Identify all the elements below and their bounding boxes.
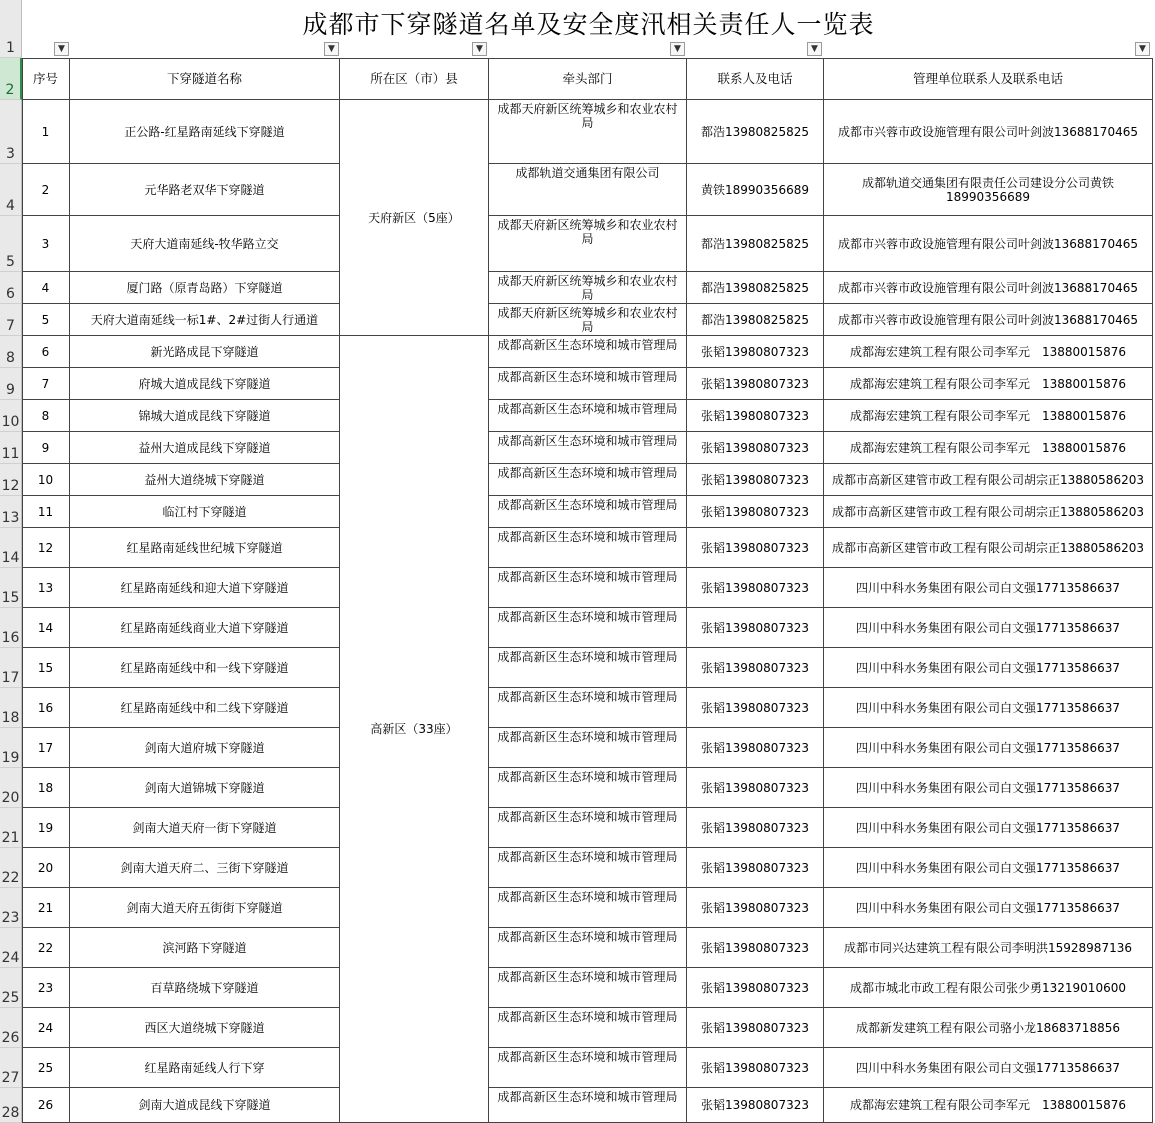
dept-cell[interactable]: 成都高新区生态环境和城市管理局 (489, 888, 687, 928)
row-header[interactable]: 6 (0, 272, 22, 304)
row-header[interactable]: 28 (0, 1088, 22, 1123)
filter-dropdown-button[interactable] (472, 42, 487, 56)
tunnel-name-cell[interactable]: 红星路南延线和迎大道下穿隧道 (70, 568, 340, 608)
dept-cell[interactable]: 成都高新区生态环境和城市管理局 (489, 400, 687, 432)
tunnel-name-cell[interactable]: 剑南大道锦城下穿隧道 (70, 768, 340, 808)
dept-cell[interactable]: 成都轨道交通集团有限公司 (489, 164, 687, 216)
seq-cell[interactable]: 6 (22, 336, 70, 368)
mgmt-cell[interactable]: 成都轨道交通集团有限责任公司建设分公司黄铁18990356689 (824, 164, 1153, 216)
mgmt-cell[interactable]: 成都市城北市政工程有限公司张少勇13219010600 (824, 968, 1153, 1008)
seq-cell[interactable]: 19 (22, 808, 70, 848)
seq-cell[interactable]: 2 (22, 164, 70, 216)
dept-cell[interactable]: 成都高新区生态环境和城市管理局 (489, 528, 687, 568)
mgmt-cell[interactable]: 成都市高新区建管市政工程有限公司胡宗正13880586203 (824, 496, 1153, 528)
seq-cell[interactable]: 3 (22, 216, 70, 272)
contact-cell[interactable]: 张韬13980807323 (687, 368, 824, 400)
tunnel-name-cell[interactable]: 剑南大道天府一街下穿隧道 (70, 808, 340, 848)
dept-cell[interactable]: 成都高新区生态环境和城市管理局 (489, 968, 687, 1008)
filter-dropdown-button[interactable] (324, 42, 339, 56)
dept-cell[interactable]: 成都高新区生态环境和城市管理局 (489, 568, 687, 608)
chevron-down-icon: ▼ (1139, 44, 1146, 54)
seq-cell[interactable]: 22 (22, 928, 70, 968)
row-header[interactable]: 15 (0, 568, 22, 608)
mgmt-cell[interactable]: 四川中科水务集团有限公司白文强17713586637 (824, 848, 1153, 888)
mgmt-cell[interactable]: 四川中科水务集团有限公司白文强17713586637 (824, 808, 1153, 848)
header-district[interactable]: 所在区（市）县 (340, 58, 489, 100)
contact-cell[interactable]: 都浩13980825825 (687, 304, 824, 336)
contact-cell[interactable]: 张韬13980807323 (687, 528, 824, 568)
filter-dropdown-button[interactable] (807, 42, 822, 56)
contact-cell[interactable]: 张韬13980807323 (687, 464, 824, 496)
seq-cell[interactable]: 13 (22, 568, 70, 608)
tunnel-name-cell[interactable]: 益州大道绕城下穿隧道 (70, 464, 340, 496)
seq-cell[interactable]: 16 (22, 688, 70, 728)
seq-cell[interactable]: 10 (22, 464, 70, 496)
row-header[interactable]: 19 (0, 728, 22, 768)
mgmt-cell[interactable]: 成都市同兴达建筑工程有限公司李明洪15928987136 (824, 928, 1153, 968)
tunnel-name-cell[interactable]: 红星路南延线中和二线下穿隧道 (70, 688, 340, 728)
row-header[interactable]: 26 (0, 1008, 22, 1048)
dept-cell[interactable]: 成都高新区生态环境和城市管理局 (489, 648, 687, 688)
tunnel-name-cell[interactable]: 红星路南延线世纪城下穿隧道 (70, 528, 340, 568)
tunnel-name-cell[interactable]: 锦城大道成昆线下穿隧道 (70, 400, 340, 432)
district-gaoxin[interactable]: 高新区（33座） (340, 336, 489, 1123)
row-header[interactable]: 4 (0, 164, 22, 216)
row-header[interactable]: 20 (0, 768, 22, 808)
tunnel-name-cell[interactable]: 西区大道绕城下穿隧道 (70, 1008, 340, 1048)
row-header[interactable]: 22 (0, 848, 22, 888)
row-header[interactable]: 8 (0, 336, 22, 368)
seq-cell[interactable]: 5 (22, 304, 70, 336)
seq-cell[interactable]: 23 (22, 968, 70, 1008)
mgmt-cell[interactable]: 四川中科水务集团有限公司白文强17713586637 (824, 1048, 1153, 1088)
row-header[interactable]: 12 (0, 464, 22, 496)
mgmt-cell[interactable]: 成都海宏建筑工程有限公司李军元 13880015876 (824, 400, 1153, 432)
dept-cell[interactable]: 成都高新区生态环境和城市管理局 (489, 808, 687, 848)
chevron-down-icon: ▼ (58, 44, 65, 54)
seq-cell[interactable]: 18 (22, 768, 70, 808)
row-header[interactable]: 5 (0, 216, 22, 272)
mgmt-cell[interactable]: 成都市兴蓉市政设施管理有限公司叶剑波13688170465 (824, 100, 1153, 164)
row-header[interactable]: 24 (0, 928, 22, 968)
contact-cell[interactable]: 张韬13980807323 (687, 496, 824, 528)
mgmt-cell[interactable]: 四川中科水务集团有限公司白文强17713586637 (824, 688, 1153, 728)
row-header[interactable]: 7 (0, 304, 22, 336)
dept-cell[interactable]: 成都天府新区统筹城乡和农业农村局 (489, 100, 687, 164)
mgmt-cell[interactable]: 四川中科水务集团有限公司白文强17713586637 (824, 728, 1153, 768)
tunnel-name-cell[interactable]: 元华路老双华下穿隧道 (70, 164, 340, 216)
tunnel-name-cell[interactable]: 红星路南延线中和一线下穿隧道 (70, 648, 340, 688)
contact-cell[interactable]: 张韬13980807323 (687, 728, 824, 768)
seq-cell[interactable]: 4 (22, 272, 70, 304)
mgmt-cell[interactable]: 四川中科水务集团有限公司白文强17713586637 (824, 648, 1153, 688)
filter-dropdown-button[interactable] (670, 42, 685, 56)
contact-cell[interactable]: 张韬13980807323 (687, 648, 824, 688)
header-contact[interactable]: 联系人及电话 (687, 58, 824, 100)
contact-cell[interactable]: 张韬13980807323 (687, 808, 824, 848)
contact-cell[interactable]: 张韬13980807323 (687, 1088, 824, 1123)
contact-cell[interactable]: 张韬13980807323 (687, 928, 824, 968)
dept-cell[interactable]: 成都高新区生态环境和城市管理局 (489, 728, 687, 768)
seq-cell[interactable]: 26 (22, 1088, 70, 1123)
contact-cell[interactable]: 张韬13980807323 (687, 888, 824, 928)
seq-cell[interactable]: 17 (22, 728, 70, 768)
row-header[interactable]: 17 (0, 648, 22, 688)
mgmt-cell[interactable]: 成都市兴蓉市政设施管理有限公司叶剑波13688170465 (824, 272, 1153, 304)
chevron-down-icon: ▼ (476, 44, 483, 54)
mgmt-cell[interactable]: 成都市兴蓉市政设施管理有限公司叶剑波13688170465 (824, 216, 1153, 272)
mgmt-cell[interactable]: 四川中科水务集团有限公司白文强17713586637 (824, 608, 1153, 648)
mgmt-cell[interactable]: 成都海宏建筑工程有限公司李军元 13880015876 (824, 1088, 1153, 1123)
dept-cell[interactable]: 成都天府新区统筹城乡和农业农村局 (489, 272, 687, 304)
dept-cell[interactable]: 成都高新区生态环境和城市管理局 (489, 1048, 687, 1088)
mgmt-cell[interactable]: 成都海宏建筑工程有限公司李军元 13880015876 (824, 368, 1153, 400)
row-header[interactable]: 23 (0, 888, 22, 928)
row-header[interactable]: 27 (0, 1048, 22, 1088)
contact-cell[interactable]: 张韬13980807323 (687, 848, 824, 888)
filter-dropdown-button[interactable] (1135, 42, 1150, 56)
row-header[interactable]: 25 (0, 968, 22, 1008)
tunnel-name-cell[interactable]: 天府大道南延线-牧华路立交 (70, 216, 340, 272)
tunnel-name-cell[interactable]: 红星路南延线商业大道下穿隧道 (70, 608, 340, 648)
mgmt-cell[interactable]: 四川中科水务集团有限公司白文强17713586637 (824, 768, 1153, 808)
contact-cell[interactable]: 张韬13980807323 (687, 568, 824, 608)
tunnel-name-cell[interactable]: 剑南大道府城下穿隧道 (70, 728, 340, 768)
header-mgmt[interactable]: 管理单位联系人及联系电话 (824, 58, 1153, 100)
mgmt-cell[interactable]: 成都市高新区建管市政工程有限公司胡宗正13880586203 (824, 464, 1153, 496)
seq-cell[interactable]: 1 (22, 100, 70, 164)
dept-cell[interactable]: 成都高新区生态环境和城市管理局 (489, 368, 687, 400)
row-header[interactable]: 11 (0, 432, 22, 464)
dept-cell[interactable]: 成都高新区生态环境和城市管理局 (489, 1088, 687, 1123)
seq-cell[interactable]: 24 (22, 1008, 70, 1048)
tunnel-name-cell[interactable]: 百草路绕城下穿隧道 (70, 968, 340, 1008)
seq-cell[interactable]: 7 (22, 368, 70, 400)
contact-cell[interactable]: 张韬13980807323 (687, 768, 824, 808)
contact-cell[interactable]: 张韬13980807323 (687, 432, 824, 464)
header-seq[interactable]: 序号 (22, 58, 70, 100)
district-tianfu[interactable]: 天府新区（5座） (340, 100, 489, 336)
contact-cell[interactable]: 都浩13980825825 (687, 100, 824, 164)
row-header[interactable]: 9 (0, 368, 22, 400)
seq-cell[interactable]: 15 (22, 648, 70, 688)
dept-cell[interactable]: 成都高新区生态环境和城市管理局 (489, 336, 687, 368)
dept-cell[interactable]: 成都高新区生态环境和城市管理局 (489, 464, 687, 496)
tunnel-name-cell[interactable]: 临江村下穿隧道 (70, 496, 340, 528)
mgmt-cell[interactable]: 成都新发建筑工程有限公司骆小龙18683718856 (824, 1008, 1153, 1048)
dept-cell[interactable]: 成都高新区生态环境和城市管理局 (489, 928, 687, 968)
filter-dropdown-button[interactable] (54, 42, 69, 56)
sheet-title: 成都市下穿隧道名单及安全度汛相关责任人一览表 (302, 10, 875, 39)
row-header[interactable]: 3 (0, 100, 22, 164)
mgmt-cell[interactable]: 成都市高新区建管市政工程有限公司胡宗正13880586203 (824, 528, 1153, 568)
dept-cell[interactable]: 成都高新区生态环境和城市管理局 (489, 688, 687, 728)
seq-cell[interactable]: 9 (22, 432, 70, 464)
seq-cell[interactable]: 14 (22, 608, 70, 648)
mgmt-cell[interactable]: 四川中科水务集团有限公司白文强17713586637 (824, 568, 1153, 608)
contact-cell[interactable]: 张韬13980807323 (687, 1008, 824, 1048)
row-header[interactable]: 2 (0, 58, 22, 100)
contact-cell[interactable]: 张韬13980807323 (687, 336, 824, 368)
tunnel-name-cell[interactable]: 正公路-红星路南延线下穿隧道 (70, 100, 340, 164)
dept-cell[interactable]: 成都高新区生态环境和城市管理局 (489, 768, 687, 808)
row-header[interactable]: 16 (0, 608, 22, 648)
contact-cell[interactable]: 张韬13980807323 (687, 400, 824, 432)
tunnel-name-cell[interactable]: 天府大道南延线一标1#、2#过街人行通道 (70, 304, 340, 336)
mgmt-cell[interactable]: 成都海宏建筑工程有限公司李军元 13880015876 (824, 432, 1153, 464)
contact-cell[interactable]: 张韬13980807323 (687, 1048, 824, 1088)
contact-cell[interactable]: 都浩13980825825 (687, 216, 824, 272)
tunnel-name-cell[interactable]: 益州大道成昆线下穿隧道 (70, 432, 340, 464)
tunnel-name-cell[interactable]: 剑南大道成昆线下穿隧道 (70, 1088, 340, 1123)
row-header[interactable]: 10 (0, 400, 22, 432)
row-header[interactable]: 13 (0, 496, 22, 528)
tunnel-name-cell[interactable]: 剑南大道天府二、三街下穿隧道 (70, 848, 340, 888)
chevron-down-icon: ▼ (328, 44, 335, 54)
dept-cell[interactable]: 成都天府新区统筹城乡和农业农村局 (489, 216, 687, 272)
row-header[interactable]: 1 (0, 0, 22, 58)
header-name[interactable]: 下穿隧道名称 (70, 58, 340, 100)
seq-cell[interactable]: 20 (22, 848, 70, 888)
dept-cell[interactable]: 成都高新区生态环境和城市管理局 (489, 848, 687, 888)
tunnel-name-cell[interactable]: 剑南大道天府五街街下穿隧道 (70, 888, 340, 928)
tunnel-name-cell[interactable]: 府城大道成昆线下穿隧道 (70, 368, 340, 400)
dept-cell[interactable]: 成都高新区生态环境和城市管理局 (489, 496, 687, 528)
contact-cell[interactable]: 张韬13980807323 (687, 608, 824, 648)
mgmt-cell[interactable]: 成都海宏建筑工程有限公司李军元 13880015876 (824, 336, 1153, 368)
contact-cell[interactable]: 都浩13980825825 (687, 272, 824, 304)
seq-cell[interactable]: 21 (22, 888, 70, 928)
mgmt-cell[interactable]: 四川中科水务集团有限公司白文强17713586637 (824, 888, 1153, 928)
mgmt-cell[interactable]: 成都市兴蓉市政设施管理有限公司叶剑波13688170465 (824, 304, 1153, 336)
tunnel-name-cell[interactable]: 红星路南延线人行下穿 (70, 1048, 340, 1088)
contact-cell[interactable]: 张韬13980807323 (687, 688, 824, 728)
row-header[interactable]: 14 (0, 528, 22, 568)
tunnel-name-cell[interactable]: 厦门路（原青岛路）下穿隧道 (70, 272, 340, 304)
tunnel-name-cell[interactable]: 新光路成昆下穿隧道 (70, 336, 340, 368)
seq-cell[interactable]: 11 (22, 496, 70, 528)
chevron-down-icon: ▼ (674, 44, 681, 54)
seq-cell[interactable]: 12 (22, 528, 70, 568)
dept-cell[interactable]: 成都高新区生态环境和城市管理局 (489, 432, 687, 464)
chevron-down-icon: ▼ (811, 44, 818, 54)
dept-cell[interactable]: 成都天府新区统筹城乡和农业农村局 (489, 304, 687, 336)
tunnel-name-cell[interactable]: 滨河路下穿隧道 (70, 928, 340, 968)
seq-cell[interactable]: 25 (22, 1048, 70, 1088)
row-header[interactable]: 18 (0, 688, 22, 728)
contact-cell[interactable]: 黄铁18990356689 (687, 164, 824, 216)
seq-cell[interactable]: 8 (22, 400, 70, 432)
contact-cell[interactable]: 张韬13980807323 (687, 968, 824, 1008)
dept-cell[interactable]: 成都高新区生态环境和城市管理局 (489, 608, 687, 648)
row-header[interactable]: 21 (0, 808, 22, 848)
dept-cell[interactable]: 成都高新区生态环境和城市管理局 (489, 1008, 687, 1048)
header-dept[interactable]: 牵头部门 (489, 58, 687, 100)
